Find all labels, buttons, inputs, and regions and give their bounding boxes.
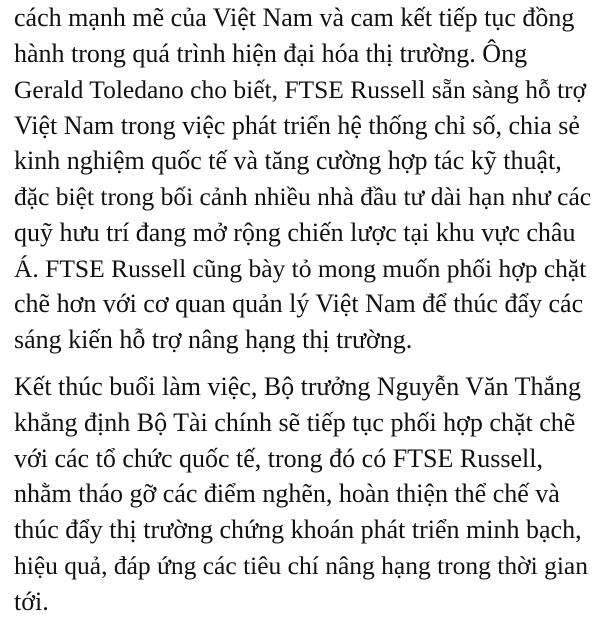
paragraph-line: đặc biệt trong bối cảnh nhiều nhà đầu tư dài hạn như các [14, 182, 592, 211]
paragraph-line: khẳng định Bộ Tài chính sẽ tiếp tục phối hợp chặt chẽ [14, 408, 576, 437]
paragraph-line: nhằm tháo gỡ các điểm nghẽn, hoàn thiện thể chế và [14, 479, 560, 508]
paragraph-line: cách mạnh mẽ của Việt Nam và cam kết tiếp tục đồng [14, 3, 575, 32]
paragraph-line: kinh nghiệm quốc tế và tăng cường hợp tác kỹ thuật, [14, 146, 562, 175]
paragraph-line: sáng kiến hỗ trợ nâng hạng thị trường. [14, 325, 413, 354]
paragraph-line: Á. FTSE Russell cũng bày tỏ mong muốn phối hợp chặt [14, 254, 587, 283]
paragraph-line: quỹ hưu trí đang mở rộng chiến lược tại khu vực châu [14, 218, 576, 247]
paragraph-line: Gerald Toledano cho biết, FTSE Russell sẵn sàng hỗ trợ [14, 75, 587, 104]
paragraph-line: chẽ hơn với cơ quan quản lý Việt Nam để thúc đẩy các [14, 289, 584, 318]
paragraph-line: với các tổ chức quốc tế, trong đó có FTSE Russell, [14, 444, 543, 473]
paragraph-line: thúc đẩy thị trường chứng khoán phát triển minh bạch, [14, 515, 582, 544]
paragraph-line: Kết thúc buổi làm việc, Bộ trưởng Nguyễn Văn Thắng [14, 372, 581, 401]
paragraph-line: hành trong quá trình hiện đại hóa thị trường. Ông [14, 39, 528, 68]
paragraph-line: tới. [14, 587, 49, 616]
paragraph-line: Việt Nam trong việc phát triển hệ thống chỉ số, chia sẻ [14, 111, 580, 140]
paragraph-line: hiệu quả, đáp ứng các tiêu chí nâng hạng trong thời gian [14, 551, 588, 580]
